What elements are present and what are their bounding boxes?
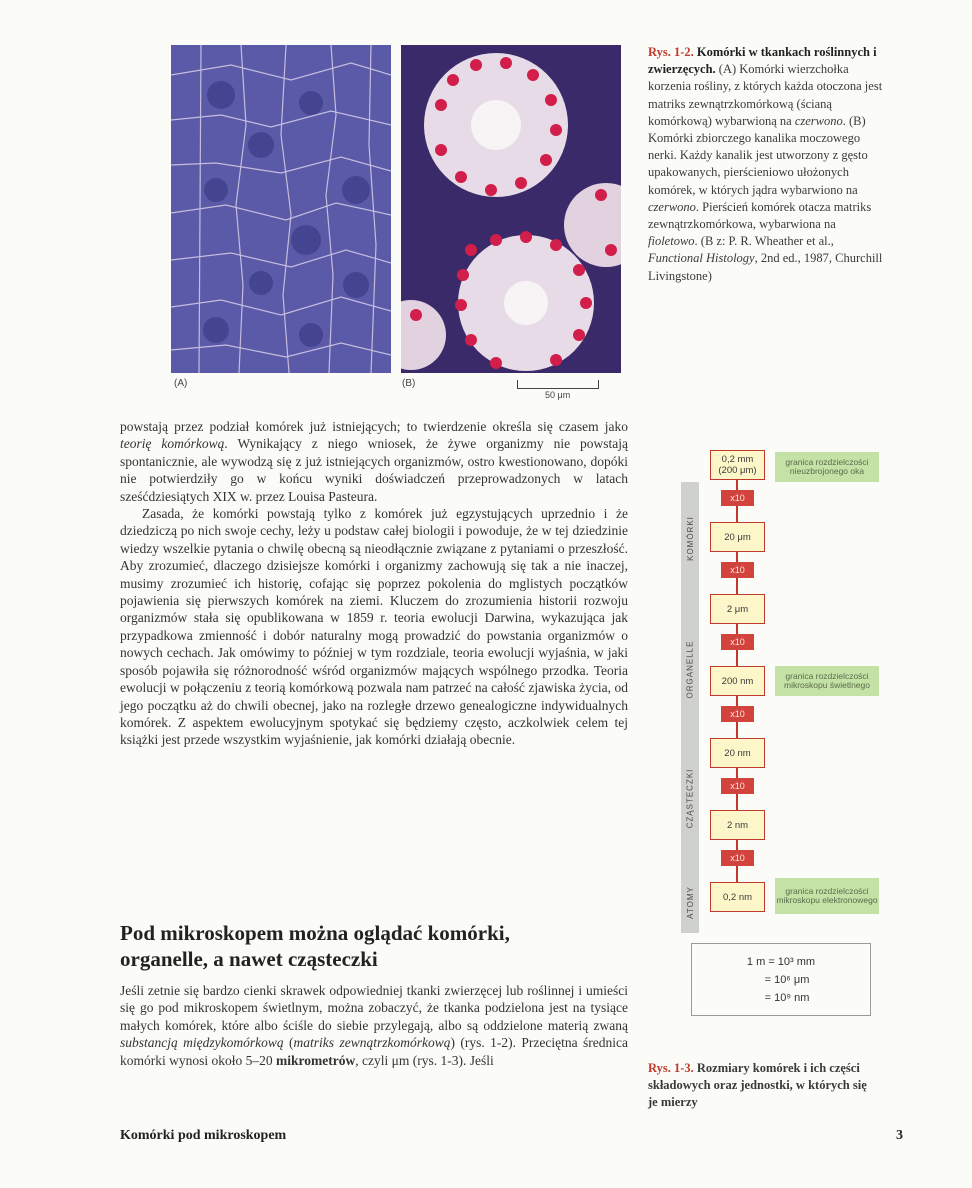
running-footer: Komórki pod mikroskopem <box>120 1128 287 1143</box>
caption-italic: Functional Histology <box>648 251 755 266</box>
caption-title: Rozmiary komórek i ich części składowych oraz jednostki, w których się je mierzy <box>648 1061 867 1110</box>
paragraph: Jeśli zetnie się bardzo cienki skrawek odpowiedniej tkanki zwierzęcej lub roślinnej i umieści się go pod mikroskopem świetlnym, można zobaczyć, że tkanka podzielona jest na tysiące małych komórek, które albo ściśle do siebie przylegają, albo są oddzielone materią zwaną substancją międzykomórkową (matriks zewnątrzkomórkową) (rys. 1-2). Przeciętna średnica komórki wynosi około 5–20 mikrometrów, czyli μm (rys. 1-3). Jeśli <box>120 983 628 1068</box>
caption-text: . Pierścień komórek otacza matriks zewnątrzkomórkowa, wybarwiona na <box>648 199 872 232</box>
multiplier-box: x10 <box>721 850 754 866</box>
scale-box: 2 μm <box>710 594 765 624</box>
body-text-column <box>120 418 628 749</box>
multiplier-box: x10 <box>721 562 754 578</box>
limit-label-electron-microscope: granica rozdzielczości mikroskopu elektronowego <box>775 878 879 914</box>
caption-text: . (B) Komórki zbiorczego kanalika moczowego nerki. Każdy kanalik jest utworzony z gęsto upakowanych, pierścieniowo ułożonych komórek, w których jądra wybarwiono na <box>648 113 868 197</box>
scale-box: 20 nm <box>710 738 765 768</box>
caption-lead: Rys. 1-3. <box>648 1061 694 1075</box>
caption-text: (A) Komórki wierzchołka korzenia rośliny, z których każda otoczona jest matriks zewnątrzkomórkową (ścianą komórkową) wybarwioną na <box>648 62 883 128</box>
unit-line: 1 m = 10³ mm <box>746 956 816 968</box>
caption-title: Komórki w tkankach roślinnych i zwierzęcych. <box>648 45 877 77</box>
scale-box: 0,2 nm <box>710 882 765 912</box>
multiplier-box: x10 <box>721 778 754 794</box>
paragraph: powstają przez podział komórek już istniejących; to twierdzenie określa się czasem jako teorię komórkową. Wynikający z niego wniosek, że żywe organizmy nie powstają spontanicznie, ale wywodzą się z już istniejących organizmów, ostro kwestionowano, dopóki nie potwierdziły go w końcu wyniki doświadczeń przeprowadzonych w latach sześćdziesiątych XIX w. przez Louisa Pasteura. <box>120 419 628 504</box>
bracket-cells: KOMÓRKI <box>681 482 699 594</box>
caption-text: , 2nd ed., 1987, Churchill Livingstone) <box>648 251 883 283</box>
unit-line: = 10⁶ μm <box>764 974 810 986</box>
caption-lead: Rys. 1-2. <box>648 45 694 59</box>
bracket-organelles: ORGANELLE <box>681 593 699 745</box>
scale-box: 0,2 mm (200 μm) <box>710 450 765 480</box>
caption-italic: fioletowo <box>648 234 695 249</box>
scale-bar-label: 50 μm <box>545 390 571 400</box>
scale-bar <box>517 380 599 389</box>
figure-1-2-label-b: (B) <box>402 378 416 389</box>
figure-1-3-caption <box>648 1060 878 1112</box>
page-number: 3 <box>896 1128 903 1143</box>
bracket-molecules: CZĄSTECZKI <box>681 722 699 874</box>
figure-1-2-label-a: (A) <box>174 378 188 389</box>
limit-label-light-microscope: granica rozdzielczości mikroskopu świetlnego <box>775 666 879 696</box>
multiplier-box: x10 <box>721 634 754 650</box>
caption-text: . (B z: P. R. Wheather et al., <box>694 234 834 249</box>
unit-line: = 10⁹ nm <box>764 992 810 1004</box>
body-text-column <box>120 982 628 1069</box>
bracket-atoms: ATOMY <box>681 871 699 933</box>
limit-label-eye: granica rozdzielczości nieuzbrojonego oka <box>775 452 879 482</box>
figure-1-2-caption <box>648 44 884 285</box>
multiplier-box: x10 <box>721 706 754 722</box>
figure-1-2-plant-image <box>171 45 391 373</box>
scale-box: 200 nm <box>710 666 765 696</box>
scale-box: 2 nm <box>710 810 765 840</box>
multiplier-box: x10 <box>721 490 754 506</box>
caption-italic: czerwono <box>648 199 696 214</box>
figure-1-2-kidney-image <box>401 45 621 373</box>
units-box <box>691 943 871 1016</box>
paragraph: Zasada, że komórki powstają tylko z komórek już egzystujących uprzednio i że dziedziczą po nich swoje cechy, leży u podstaw całej biologii i powoduje, że w tej dziedzinie wiedzy wszelkie pytania o chwilę obecną są nieodłącznie związane z pytaniami o przeszłość. Aby zrozumieć, dlaczego dzisiejsze komórki i organizmy zachowują się tak a nie inaczej, musimy zrozumieć ich historię, cofając się poprzez pokolenia do mglistych początków pojawienia się pierwszych komórek na ziemi. Kluczem do zrozumienia historii rozwoju organizmów stała się opublikowana w 1859 r. teoria ewolucji Darwina, wykazująca jak przypadkowa zmienność i dobór naturalny mogą prowadzić do powstania organizmów o nowych cechach. Jak omówimy to później w tym rozdziale, teoria ewolucji wyjaśnia, w jaki sposób pojawiła się różnorodność wśród organizmów mających wspólnego przodka. Teoria ewolucji w połączeniu z teorią komórkową pozwala nam patrzeć na całość zjawiska życia, od jego początku aż do chwili obecnej, jako na rozległe drzewo genealogiczne indywidualnych komórek. Z aspektem ewolucyjnym spotykać się będziemy często, aczkolwiek celem tej książki jest przede wszystkim wyjaśnienie, jak komórki działają obecnie. <box>120 506 628 748</box>
caption-italic: czerwono <box>794 113 843 128</box>
scale-box: 20 μm <box>710 522 765 552</box>
section-heading: Pod mikroskopem można oglądać komórki, organelle, a nawet cząsteczki <box>120 921 510 971</box>
